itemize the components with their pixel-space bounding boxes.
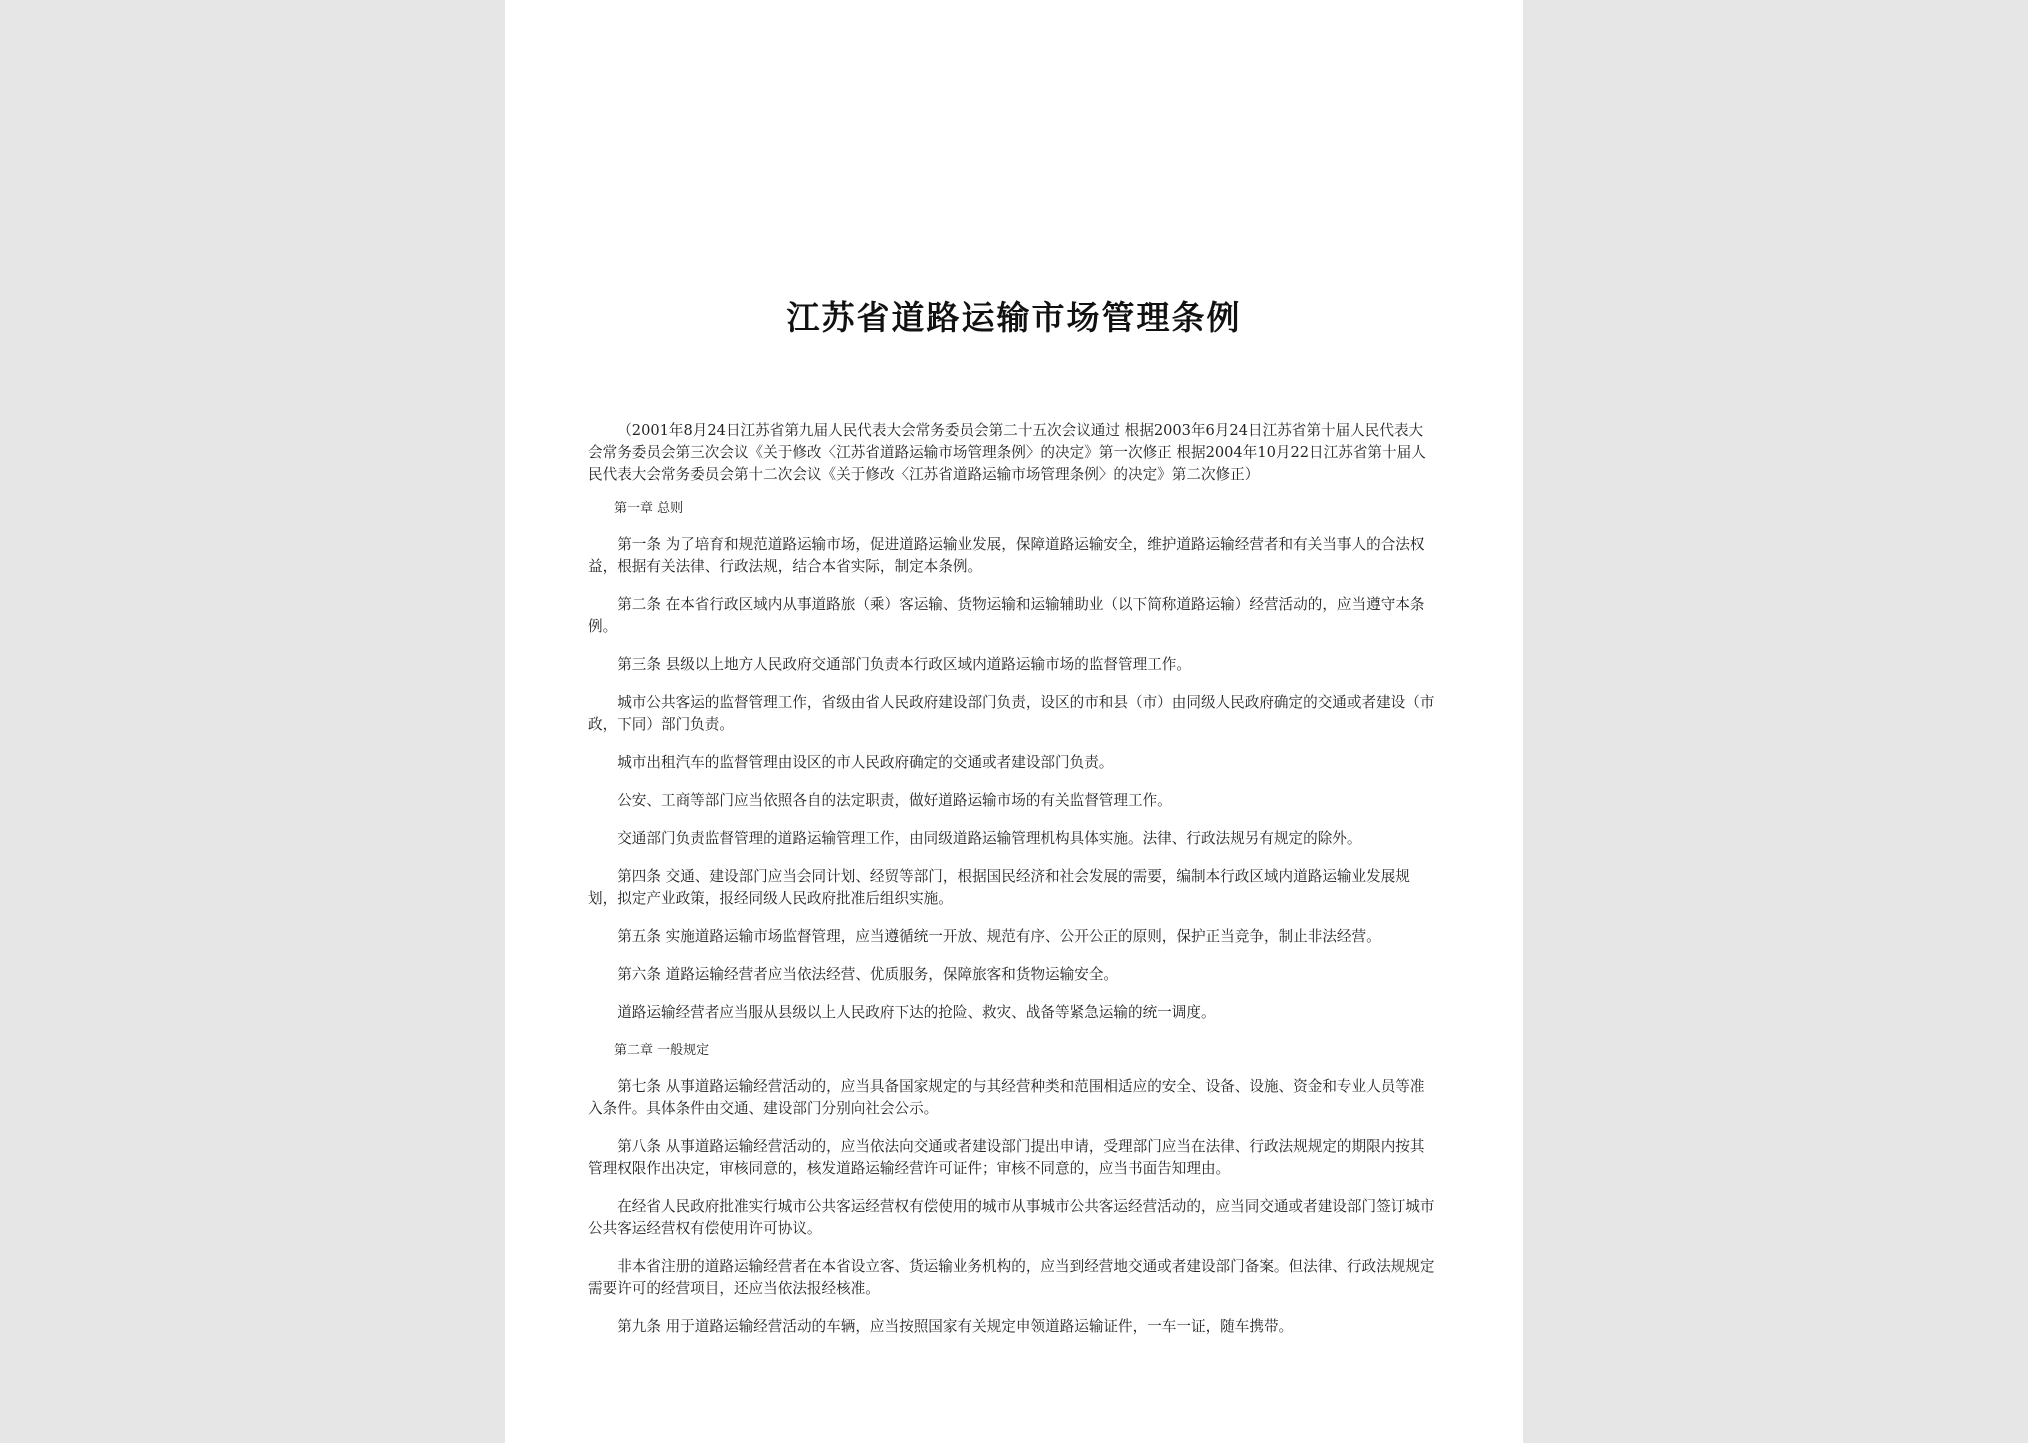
document-body [588,420,1435,1354]
preamble-paragraph: （2001年8月24日江苏省第九届人民代表大会常务委员会第二十五次会议通过 根据2003年6月24日江苏省第十届人民代表大会常务委员会第三次会议《关于修改〈江苏省道路运输市场管理条例〉的决定》第一次修正 根据2004年10月22日江苏省第十届人民代表大会常务委员会第十二次会议《关于修改〈江苏省道路运输市场管理条例〉的决定》第二次修正） [588,422,1426,483]
chapter-heading: 第一章 总则 [614,501,684,516]
article-paragraph: 第一条 为了培育和规范道路运输市场，促进道路运输业发展，保障道路运输安全，维护道路运输经营者和有关当事人的合法权益，根据有关法律、行政法规，结合本省实际，制定本条例。 [588,536,1425,575]
article-paragraph: 非本省注册的道路运输经营者在本省设立客、货运输业务机构的，应当到经营地交通或者建设部门备案。但法律、行政法规规定需要许可的经营项目，还应当依法报经核准。 [588,1258,1435,1297]
article-paragraph: 在经省人民政府批准实行城市公共客运经营权有偿使用的城市从事城市公共客运经营活动的，应当同交通或者建设部门签订城市公共客运经营权有偿使用许可协议。 [588,1198,1435,1237]
chapter-heading: 第二章 一般规定 [614,1043,710,1058]
article-paragraph: 第四条 交通、建设部门应当会同计划、经贸等部门，根据国民经济和社会发展的需要，编制本行政区域内道路运输业发展规划，拟定产业政策，报经同级人民政府批准后组织实施。 [588,868,1410,907]
article-paragraph: 第六条 道路运输经营者应当依法经营、优质服务，保障旅客和货物运输安全。 [617,966,1119,983]
article-paragraph: 第二条 在本省行政区域内从事道路旅（乘）客运输、货物运输和运输辅助业（以下简称道路运输）经营活动的，应当遵守本条例。 [588,596,1425,635]
article-paragraph: 公安、工商等部门应当依照各自的法定职责，做好道路运输市场的有关监督管理工作。 [617,792,1172,809]
document-page [505,0,1523,1443]
article-paragraph: 第五条 实施道路运输市场监督管理，应当遵循统一开放、规范有序、公开公正的原则，保护正当竞争，制止非法经营。 [617,928,1381,945]
article-paragraph: 第八条 从事道路运输经营活动的，应当依法向交通或者建设部门提出申请，受理部门应当在法律、行政法规规定的期限内按其管理权限作出决定，审核同意的，核发道路运输经营许可证件；审核不同意的，应当书面告知理由。 [588,1138,1425,1177]
article-paragraph: 第七条 从事道路运输经营活动的，应当具备国家规定的与其经营种类和范围相适应的安全、设备、设施、资金和专业人员等准入条件。具体条件由交通、建设部门分别向社会公示。 [588,1078,1425,1117]
article-paragraph: 道路运输经营者应当服从县级以上人民政府下达的抢险、救灾、战备等紧急运输的统一调度。 [617,1004,1216,1021]
article-paragraph: 城市公共客运的监督管理工作，省级由省人民政府建设部门负责，设区的市和县（市）由同级人民政府确定的交通或者建设（市政，下同）部门负责。 [588,694,1435,733]
article-paragraph: 第九条 用于道路运输经营活动的车辆，应当按照国家有关规定申领道路运输证件，一车一证，随车携带。 [617,1318,1294,1335]
article-paragraph: 第三条 县级以上地方人民政府交通部门负责本行政区域内道路运输市场的监督管理工作。 [617,656,1191,673]
article-paragraph: 交通部门负责监督管理的道路运输管理工作，由同级道路运输管理机构具体实施。法律、行政法规另有规定的除外。 [617,830,1362,847]
article-paragraph: 城市出租汽车的监督管理由设区的市人民政府确定的交通或者建设部门负责。 [617,754,1114,771]
document-title: 江苏省道路运输市场管理条例 [786,298,1242,337]
